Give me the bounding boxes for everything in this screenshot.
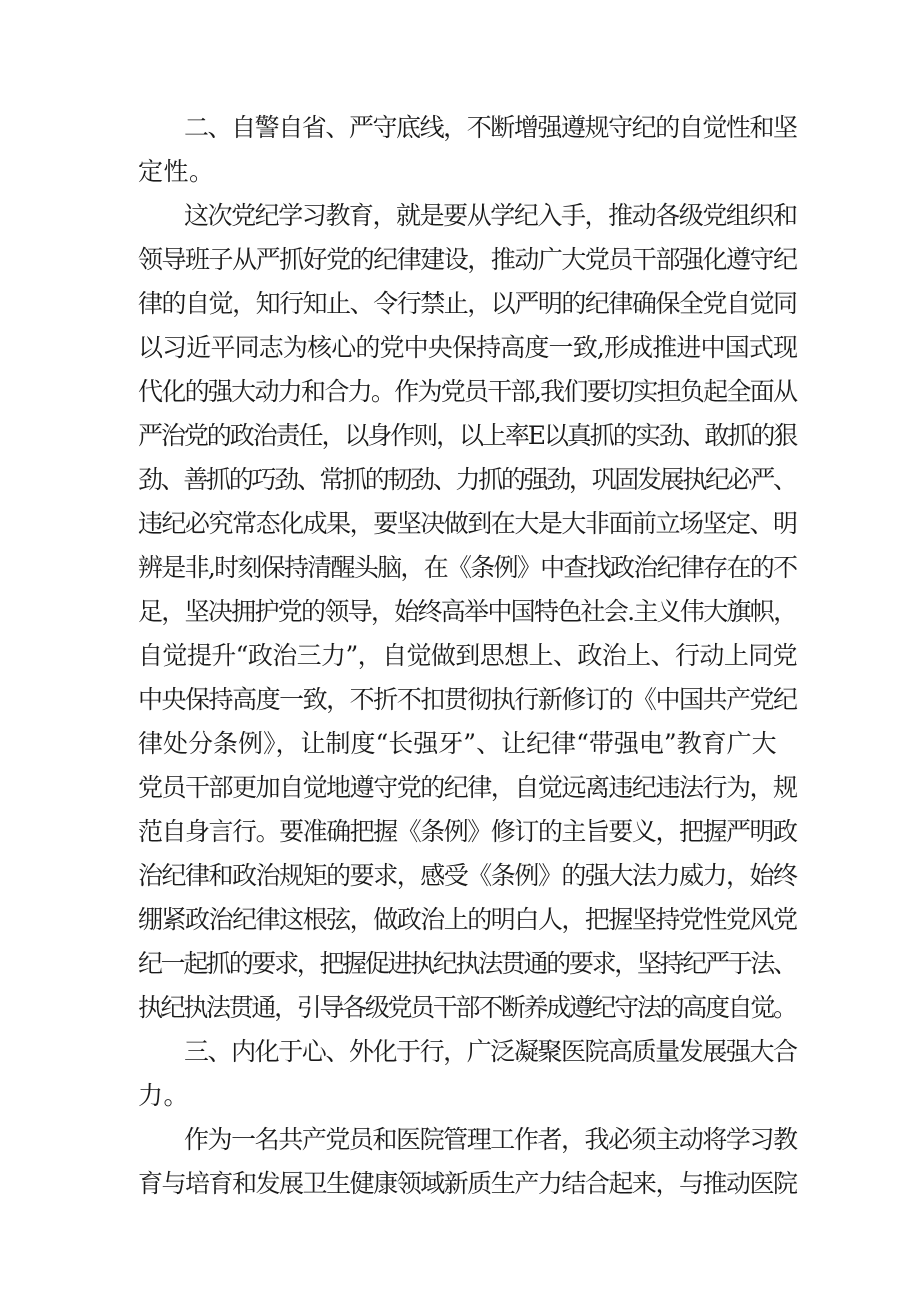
paragraph-line: 代化的强大动力和合力。作为党员干部,我们要切实担负起全面从: [138, 377, 797, 406]
paragraph-line: 范自身言行。要准确把握《条例》修订的主旨要义，把握严明政: [138, 817, 797, 846]
paragraph-line: 执纪执法贯通，引导各级党员干部不断养成遵纪守法的高度自觉。: [138, 993, 796, 1022]
paragraph-line: 中央保持高度一致，不折不扣贯彻执行新修订的《中国共产党纪: [138, 685, 797, 714]
paragraph-line: 律的自觉，知行知止、令行禁止，以严明的纪律确保全党自觉同: [138, 289, 797, 318]
paragraph-line: 律处分条例》，让制度“长强牙”、让纪律“带强电”教育广大: [138, 729, 777, 758]
paragraph-line: 劲、善抓的巧劲、常抓的韧劲、力抓的强劲，巩固发展执纪必严、: [138, 465, 796, 494]
paragraph-line: 领导班子从严抓好党的纪律建设，推动广大党员干部强化遵守纪: [138, 245, 797, 274]
paragraph-line: 作为一名共产党员和医院管理工作者，我必须主动将学习教: [184, 1125, 797, 1154]
paragraph-line: 以习近平同志为核心的党中央保持高度一致,形成推进中国式现: [138, 333, 798, 362]
paragraph-line: 严治党的政治责任，以身作则，以上率E以真抓的实劲、敢抓的狠: [138, 421, 797, 450]
section-heading-3: 三、内化于心、外化于行，广泛凝聚医院高质量发展强大合: [184, 1037, 797, 1066]
paragraph-line: 足，坚决拥护党的领导，始终高举中国特色社会.主义伟大旗帜，: [138, 597, 797, 626]
paragraph-line: 纪一起抓的要求，把握促进执纪执法贯通的要求，坚持纪严于法、: [138, 949, 796, 978]
paragraph-line: 违纪必究常态化成果，要坚决做到在大是大非面前立场坚定、明: [138, 509, 797, 538]
section-heading-2-cont: 定性。: [138, 157, 215, 186]
paragraph-line: 党员干部更加自觉地遵守党的纪律，自觉远离违纪违法行为，规: [138, 773, 797, 802]
paragraph-line: 这次党纪学习教育，就是要从学纪入手，推动各级党组织和: [184, 201, 797, 230]
section-heading-2: 二、自警自省、严守底线，不断增强遵规守纪的自觉性和坚: [184, 113, 797, 142]
paragraph-line: 治纪律和政治规矩的要求，感受《条例》的强大法力威力，始终: [138, 861, 797, 890]
paragraph-line: 育与培育和发展卫生健康领域新质生产力结合起来，与推动医院: [138, 1169, 797, 1198]
paragraph-line: 辨是非,时刻保持清醒头脑，在《条例》中查找政治纪律存在的不: [138, 553, 797, 582]
paragraph-line: 自觉提升“政治三力”，自觉做到思想上、政治上、行动上同党: [138, 641, 798, 670]
section-heading-3-cont: 力。: [138, 1081, 190, 1110]
paragraph-line: 绷紧政治纪律这根弦，做政治上的明白人，把握坚持党性党风党: [138, 905, 797, 934]
